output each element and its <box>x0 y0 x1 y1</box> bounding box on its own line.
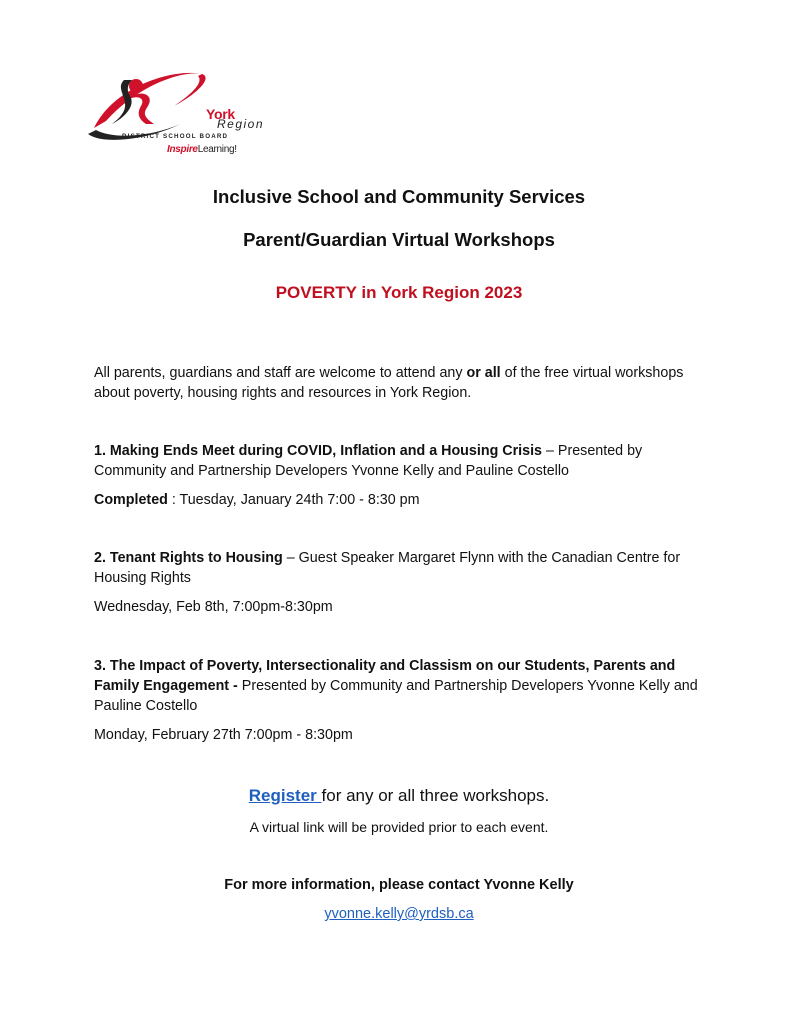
contact-heading: For more information, please contact Yvonne Kelly <box>224 877 574 893</box>
workshop-3 <box>94 656 714 716</box>
contact-email-line <box>0 906 798 922</box>
logo-york-text: York <box>206 106 235 122</box>
workshop-2-date: Wednesday, Feb 8th, 7:00pm-8:30pm <box>94 599 333 615</box>
workshop-2 <box>94 548 714 588</box>
tagline-bold: Inspire <box>167 144 198 155</box>
intro-text: All parents, guardians and staff are welcome to attend any <box>94 365 467 381</box>
workshop-description: Guest Speaker Margaret Flynn with the Canadian Centre for Housing Rights <box>94 550 681 586</box>
virtual-link-note: A virtual link will be provided prior to each event. <box>249 819 549 835</box>
register-link[interactable]: Register <box>248 786 322 805</box>
intro-text-end: of the free virtual workshops about poverty, housing rights and resources in York Region. <box>94 365 684 401</box>
workshop-1 <box>94 441 714 481</box>
page-title: Inclusive School and Community Services <box>212 186 586 207</box>
register-text: for any or all three workshops. <box>321 786 550 805</box>
logo-tagline <box>167 144 237 155</box>
workshop-description: Presented by Community and Partnership Developers Yvonne Kelly and Pauline Costello <box>94 678 698 714</box>
workshop-title: 1. Making Ends Meet during COVID, Inflation and a Housing Crisis <box>94 443 543 459</box>
topic-heading: POVERTY in York Region 2023 <box>275 283 523 302</box>
logo-region-text: Region <box>217 117 265 131</box>
workshop-title: 3. The Impact of Poverty, Intersectionality and Classism on our Students, Parents and Family Engagement - <box>94 658 676 694</box>
workshop-status: Completed <box>94 492 168 508</box>
page-subtitle: Parent/Guardian Virtual Workshops <box>243 229 555 250</box>
workshop-description: Presented by Community and Partnership Developers Yvonne Kelly and Pauline Costello <box>94 443 643 479</box>
workshop-date: : Tuesday, January 24th 7:00 - 8:30 pm <box>167 492 420 508</box>
separator: – <box>542 443 558 459</box>
logo-board-text: DISTRICT SCHOOL BOARD <box>122 133 229 140</box>
workshop-title: 2. Tenant Rights to Housing <box>94 550 283 566</box>
register-line <box>0 786 798 806</box>
workshop-3-date: Monday, February 27th 7:00pm - 8:30pm <box>94 727 353 743</box>
separator: – <box>282 550 299 566</box>
contact-email-link[interactable]: yvonne.kelly@yrdsb.ca <box>324 906 474 922</box>
intro-emphasis: or all <box>466 365 501 381</box>
workshop-1-date <box>94 490 714 510</box>
intro-paragraph <box>94 363 714 403</box>
tagline-rest: Learning! <box>197 144 237 155</box>
york-region-logo <box>84 66 265 161</box>
